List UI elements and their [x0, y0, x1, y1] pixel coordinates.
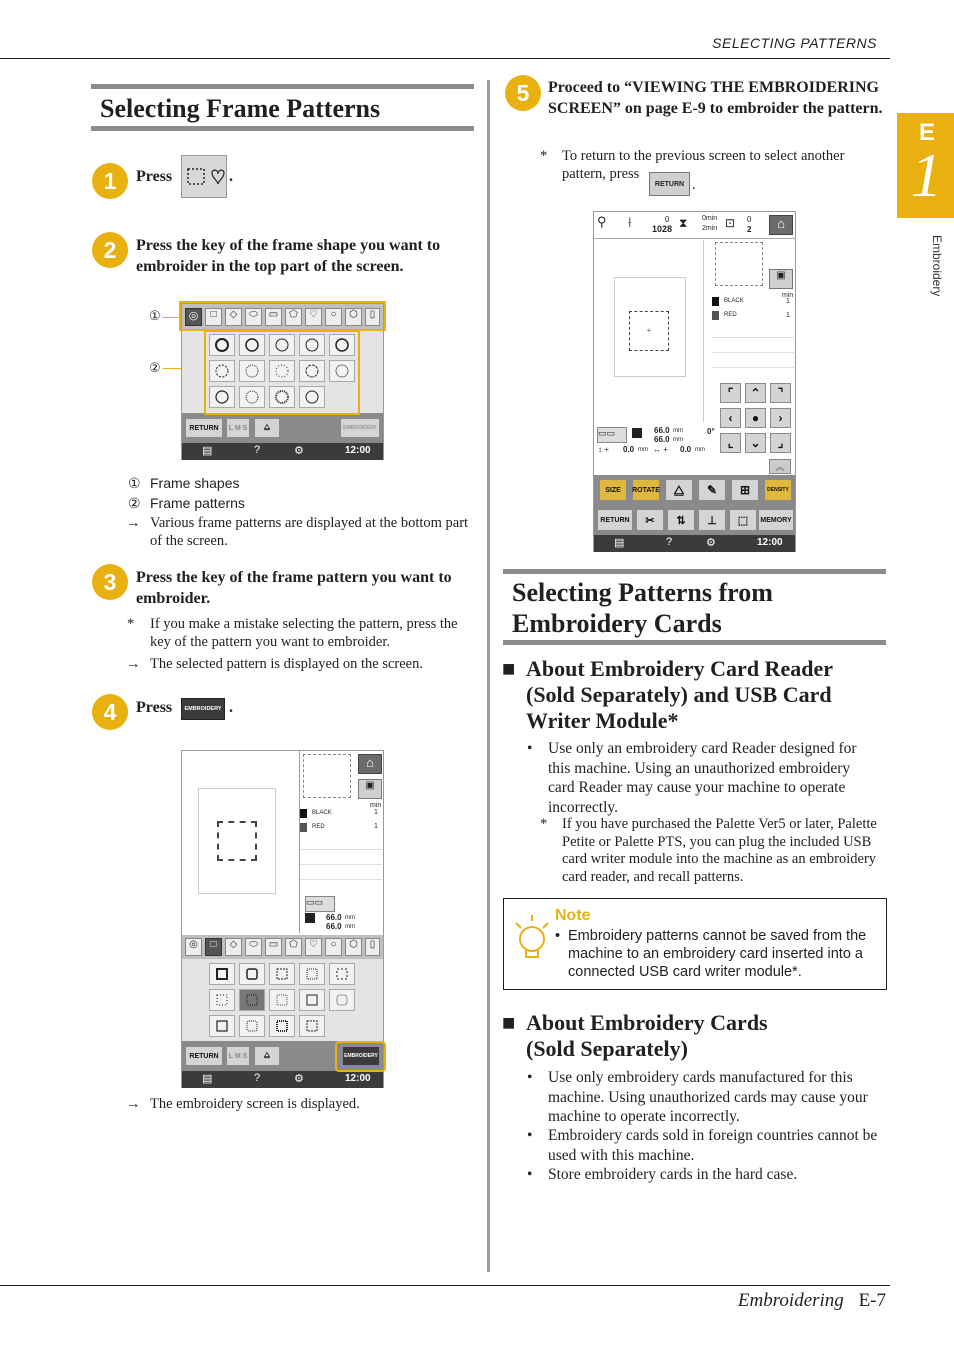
embroidery-button[interactable]: EMBROIDERY [342, 1046, 380, 1066]
note-star: * [540, 816, 548, 832]
rotation-angle: 0° [707, 427, 715, 436]
chapter-tab [897, 113, 954, 218]
step-3-note: If you make a mistake selecting the pattern, press the key of the pattern you want to embroider. [150, 616, 458, 650]
screen-button-bar [594, 505, 795, 535]
move-down-left-button[interactable]: ⌞ [720, 433, 741, 453]
result-arrow: → [126, 656, 141, 672]
subsection-1-title-line-3: Writer Module* [526, 708, 679, 733]
legend-marker-1: ① [128, 475, 141, 491]
rectangle-frame-shape-key[interactable]: ▭ [265, 938, 282, 956]
round-frame-shape-key[interactable]: ○ [325, 308, 342, 326]
heart-frame-shape-key[interactable]: ♡ [305, 938, 322, 956]
frame-pattern-key-selected[interactable] [239, 989, 265, 1011]
step-3-number: 3 [92, 564, 128, 600]
presser-foot-icon: ⚲ [597, 214, 607, 229]
circle-frame-shape-key[interactable]: ◎ [185, 308, 202, 326]
dimension-height: 66.0 [654, 435, 670, 444]
result-arrow: → [126, 515, 141, 531]
subsection-bullet: ■ [502, 1010, 516, 1035]
needle-stitch-icon: ⇅ [676, 514, 686, 527]
expand-button[interactable] [769, 459, 791, 474]
return-key[interactable]: RETURN [649, 172, 690, 196]
list-divider [300, 849, 382, 850]
dimension-width: 66.0 [326, 913, 342, 922]
frame-view-button[interactable] [358, 779, 382, 799]
oval-frame-shape-key[interactable]: ⬭ [245, 308, 262, 326]
settings-icon[interactable]: ⚙ [294, 445, 304, 457]
step-4-period: . [229, 699, 233, 716]
list-divider [712, 352, 794, 353]
subsection-2-bullet: Embroidery cards sold in foreign countries cannot be used with this machine. [548, 1127, 878, 1164]
embroidery-button-disabled[interactable]: EMBROIDERY [340, 418, 380, 438]
header-rule [0, 58, 890, 59]
thread-color-button[interactable] [698, 479, 726, 501]
thread-black-time: 1 [786, 298, 790, 305]
section-title-frame [91, 84, 474, 131]
min-label: min [782, 292, 794, 299]
dimension-width: 66.0 [654, 426, 670, 435]
chapter-tab-number: 1 [911, 142, 942, 210]
chapter-side-label: Embroidery [930, 235, 944, 297]
step-2-number: 2 [92, 232, 128, 268]
tall-frame-shape-key[interactable]: ▯ [365, 308, 380, 326]
bullet-dot: • [527, 1127, 533, 1144]
step-4-text: Press [136, 699, 173, 716]
home-icon: ⌂ [366, 755, 374, 770]
return-button[interactable]: RETURN [185, 1046, 223, 1066]
frame-pattern-key[interactable] [239, 1015, 265, 1037]
basting-icon: ⬚ [737, 514, 749, 527]
screen-button-bar [182, 413, 383, 443]
subsection-2-title-line-2: (Sold Separately) [526, 1036, 688, 1061]
color-total: 2 [747, 225, 752, 234]
subsection-2-bullet: Store embroidery cards in the hard case. [548, 1166, 798, 1183]
section-title: Selecting Frame Patterns [100, 94, 381, 123]
step-3-result: The selected pattern is displayed on the screen. [150, 656, 423, 672]
step-5-note: To return to the previous screen to select another pattern, press [562, 148, 845, 182]
stitch-forward-button[interactable] [667, 509, 695, 531]
rotate-button[interactable]: ROTATE [632, 479, 660, 501]
step-5-note-period: . [692, 177, 696, 193]
circle-frame-shape-key[interactable]: ◎ [185, 938, 202, 956]
chapter-tab-letter: E [919, 119, 936, 146]
move-up-left-button[interactable]: ⌜ [720, 383, 741, 403]
frame-pattern-key[interactable] [329, 963, 355, 985]
screen-embroidery-edit [593, 211, 796, 552]
frame-view-icon: ▣ [776, 270, 786, 281]
vertical-offset-icon: ↕ + [598, 445, 609, 454]
frame-pattern-key[interactable] [299, 1015, 325, 1037]
frame-view-button[interactable] [769, 269, 793, 289]
shield-frame-shape-key[interactable]: ⬠ [285, 308, 302, 326]
subsection-bullet: ■ [502, 656, 516, 681]
lightbulb-icon [512, 911, 552, 961]
subsection-1-title-line-1: About Embroidery Card Reader [526, 656, 833, 681]
legend-frame-patterns: Frame patterns [150, 495, 245, 511]
move-right-button[interactable]: › [770, 408, 791, 428]
hoop-size-icon: ▭▭ [305, 896, 335, 912]
clock: 12:00 [345, 1073, 371, 1084]
legend-result-text: Various frame patterns are displayed at the bottom part of the screen. [150, 515, 469, 549]
footer-rule [0, 1285, 890, 1286]
help-button[interactable]: ? [254, 444, 261, 456]
time-elapsed: 0min [702, 215, 718, 222]
screen-frame-selected [181, 750, 384, 1088]
note-title: Note [555, 907, 591, 924]
frame-pattern-key[interactable] [299, 989, 325, 1011]
frame-pattern-area [182, 959, 383, 1041]
color-index: 0 [747, 215, 752, 224]
step-5-number: 5 [505, 75, 541, 111]
subsection-1-title-line-2: (Sold Separately) and USB Card [526, 682, 832, 707]
list-divider [712, 337, 794, 338]
thread-red-time: 1 [786, 312, 790, 319]
hoop-size-icon: ▭▭ [597, 427, 627, 443]
step-2-text: Press the key of the frame shape you want to embroider in the top part of the screen. [136, 237, 441, 275]
embroidery-key-highlight [335, 1041, 386, 1072]
crest-frame-shape-key[interactable]: ⬡ [345, 308, 362, 326]
color-change-icon: ⊡ [725, 216, 736, 230]
step-5-text: Proceed to “VIEWING THE EMBROIDERING SCREEN” on page E-9 to embroider the pattern. [548, 79, 883, 117]
move-arrow-pad [720, 383, 794, 455]
step-1-text: Press [136, 168, 173, 185]
section-title-frame [503, 569, 886, 645]
dimension-height: 66.0 [326, 922, 342, 931]
frame-pattern-key[interactable] [209, 1015, 235, 1037]
density-button[interactable]: DENSITY [764, 479, 792, 501]
help-button[interactable]: ? [666, 536, 673, 548]
home-button[interactable] [358, 754, 382, 774]
page-icon[interactable]: ▤ [202, 1073, 213, 1085]
legend-marker-2: ② [128, 495, 141, 511]
thread-black-time: 1 [374, 809, 378, 816]
home-button[interactable] [769, 215, 793, 235]
move-left-button[interactable]: ‹ [720, 408, 741, 428]
mirror-button[interactable] [665, 479, 693, 501]
running-header: SELECTING PATTERNS [712, 35, 877, 51]
embroidery-key[interactable]: EMBROIDERY [181, 698, 225, 720]
subsection-1-bullet: Use only an embroidery card Reader designed for this machine. Using an unauthorized embroidery card Reader may cause your machine to operate incorrectly. [548, 740, 857, 816]
bullet-dot: • [527, 1166, 533, 1183]
move-down-right-button[interactable]: ⌟ [770, 433, 791, 453]
dimension-width-unit: mm [673, 428, 683, 434]
thread-red: RED [312, 824, 325, 830]
scissors-icon: ✂ [645, 514, 655, 527]
clock: 12:00 [345, 445, 371, 456]
thread-black-swatch [712, 297, 719, 306]
mirror-icon: ⧋ [263, 424, 271, 431]
home-icon: ⌂ [777, 216, 785, 231]
dimension-height-unit: mm [345, 924, 355, 930]
step-3-text: Press the key of the frame pattern you want to embroider. [136, 569, 452, 607]
marker-1: ① [149, 308, 161, 323]
screen-status-bar [182, 443, 383, 460]
edit-tool-bar [594, 475, 795, 505]
move-down-button[interactable]: ⌄ [745, 433, 766, 453]
thread-cut-button[interactable] [636, 509, 664, 531]
frame-pattern-key[interactable] [239, 963, 265, 985]
heart-frame-shape-key[interactable]: ♡ [305, 308, 322, 326]
needle-icon: ⟊ [628, 216, 632, 231]
horizontal-offset: 0.0 [680, 445, 692, 454]
page-icon[interactable]: ▤ [614, 537, 625, 549]
subsection-2-bullet: Use only embroidery cards manufactured for this machine. Using unauthorized cards may cause your machine to operate incorrectly. [548, 1069, 868, 1125]
screen-status-bar [182, 1071, 383, 1088]
stitch-count-zero: 0 [665, 215, 670, 224]
bullet-dot: • [527, 1069, 533, 1086]
dimension-height-unit: mm [673, 437, 683, 443]
frame-view-icon: ▣ [365, 780, 375, 791]
note-text: Embroidery patterns cannot be saved from the machine to an embroidery card inserted into a connected USB card writer module*. [568, 928, 867, 980]
mirror-icon: ⧋ [673, 482, 685, 497]
stitch-count: 1028 [652, 224, 673, 234]
frame-patterns-highlight [204, 330, 360, 415]
final-result: The embroidery screen is displayed. [150, 1096, 360, 1112]
footer-chapter: Embroidering [737, 1290, 844, 1311]
round-frame-shape-key[interactable]: ○ [325, 938, 342, 956]
frame-pattern-key[interactable] [209, 989, 235, 1011]
horizontal-offset-unit: mm [695, 447, 705, 453]
footer [738, 1290, 886, 1312]
thread-black: BLACK [312, 810, 332, 816]
thread-black-swatch [300, 809, 307, 818]
frame-pattern-key[interactable] [269, 1015, 295, 1037]
frame-pattern-key[interactable] [329, 989, 355, 1011]
vertical-offset-unit: mm [638, 447, 648, 453]
bullet-dot: • [527, 740, 533, 757]
hourglass-icon: ⧗ [679, 216, 688, 230]
frame-heart-icon [182, 156, 226, 197]
dimension-width-unit: mm [345, 915, 355, 921]
chevron-up-icon: ︽ [775, 462, 785, 472]
mirror-icon: ⧋ [263, 1052, 271, 1059]
screen-status-bar [594, 535, 795, 552]
edit-preview-area [594, 240, 704, 422]
subsection-1-note: If you have purchased the Palette Ver5 or later, Palette Petite or Palette PTS, you can plug the included USB card writer module into the machine as an embroidery card reader, and recall patterns. [562, 816, 877, 885]
return-button[interactable]: RETURN [597, 509, 633, 531]
section-title-line-2: Embroidery Cards [512, 609, 722, 638]
size-button[interactable]: SIZE [599, 479, 627, 501]
marker-2: ② [149, 360, 161, 375]
thread-red: RED [724, 312, 737, 318]
edit-top-bar [594, 212, 795, 239]
vertical-offset: 0.0 [623, 445, 635, 454]
trial-icon: ⊥ [707, 514, 717, 527]
thread-red-time: 1 [374, 823, 378, 830]
array-button[interactable] [731, 479, 759, 501]
note-star: * [127, 616, 135, 632]
clock: 12:00 [757, 537, 783, 548]
min-label: min [370, 802, 382, 809]
shield-frame-shape-key[interactable]: ⬠ [285, 938, 302, 956]
frame-shapes-highlight [179, 301, 386, 331]
rectangle-frame-shape-key[interactable]: ▭ [265, 308, 282, 326]
square-frame-shape-key[interactable]: □ [205, 308, 222, 326]
step-1-period: . [229, 168, 233, 185]
frame-pattern-key[interactable] [209, 963, 235, 985]
size-icon [305, 913, 315, 923]
memory-button[interactable]: MEMORY [758, 509, 794, 531]
size-icon [632, 428, 642, 438]
return-button[interactable]: RETURN [185, 418, 223, 438]
thread-red-swatch [300, 823, 307, 832]
marker-1-leader [163, 317, 180, 318]
note-star: * [540, 148, 548, 164]
frame-preview [217, 821, 257, 861]
lms-button[interactable]: L M S [226, 418, 250, 438]
frame-pattern-key[interactable] [299, 963, 325, 985]
pattern-thumbnail [715, 242, 763, 286]
bullet-dot: • [555, 928, 561, 944]
note-box [503, 898, 887, 990]
square-frame-shape-key[interactable]: □ [205, 938, 222, 956]
column-divider [487, 80, 490, 1272]
section-title-line-1: Selecting Patterns from [512, 578, 773, 607]
list-divider [300, 879, 382, 880]
frame-preview: + [629, 311, 669, 351]
array-icon: ⊞ [739, 483, 751, 497]
diamond-frame-shape-key[interactable]: ◇ [225, 938, 242, 956]
mirror-button[interactable] [254, 418, 280, 438]
move-up-button[interactable]: ⌃ [745, 383, 766, 403]
footer-page-number: E-7 [858, 1290, 886, 1311]
legend-frame-shapes: Frame shapes [150, 475, 240, 491]
pen-icon: ✎ [706, 483, 718, 497]
pattern-thumbnail [303, 754, 351, 798]
help-button[interactable]: ? [254, 1072, 261, 1084]
lms-button[interactable]: L M S [226, 1046, 250, 1066]
frame-pattern-key[interactable] [269, 963, 295, 985]
settings-icon[interactable]: ⚙ [294, 1073, 304, 1085]
list-divider [300, 864, 382, 865]
frame-shape-bar [182, 935, 383, 959]
oval-frame-shape-key[interactable]: ⬭ [245, 938, 262, 956]
tall-frame-shape-key[interactable]: ▯ [365, 938, 380, 956]
move-center-button[interactable]: ● [745, 408, 766, 428]
trial-button[interactable] [698, 509, 726, 531]
list-divider [712, 367, 794, 368]
step-4-number: 4 [92, 694, 128, 730]
result-arrow: → [126, 1096, 141, 1112]
thread-black: BLACK [724, 298, 744, 304]
basting-button[interactable] [729, 509, 757, 531]
settings-icon[interactable]: ⚙ [706, 537, 716, 549]
time-total: 2min [702, 225, 718, 232]
preview-area [182, 751, 300, 933]
mirror-button[interactable] [254, 1046, 280, 1066]
subsection-2-title-line-1: About Embroidery Cards [526, 1010, 768, 1035]
crest-frame-shape-key[interactable]: ⬡ [345, 938, 362, 956]
step-1-number: 1 [92, 163, 128, 199]
page-icon[interactable]: ▤ [202, 445, 213, 457]
move-up-right-button[interactable]: ⌝ [770, 383, 791, 403]
thread-red-swatch [712, 311, 719, 320]
frame-pattern-key[interactable] [269, 989, 295, 1011]
frame-pattern-key[interactable] [181, 155, 227, 198]
horizontal-offset-icon: ↔ + [653, 445, 668, 454]
diamond-frame-shape-key[interactable]: ◇ [225, 308, 242, 326]
